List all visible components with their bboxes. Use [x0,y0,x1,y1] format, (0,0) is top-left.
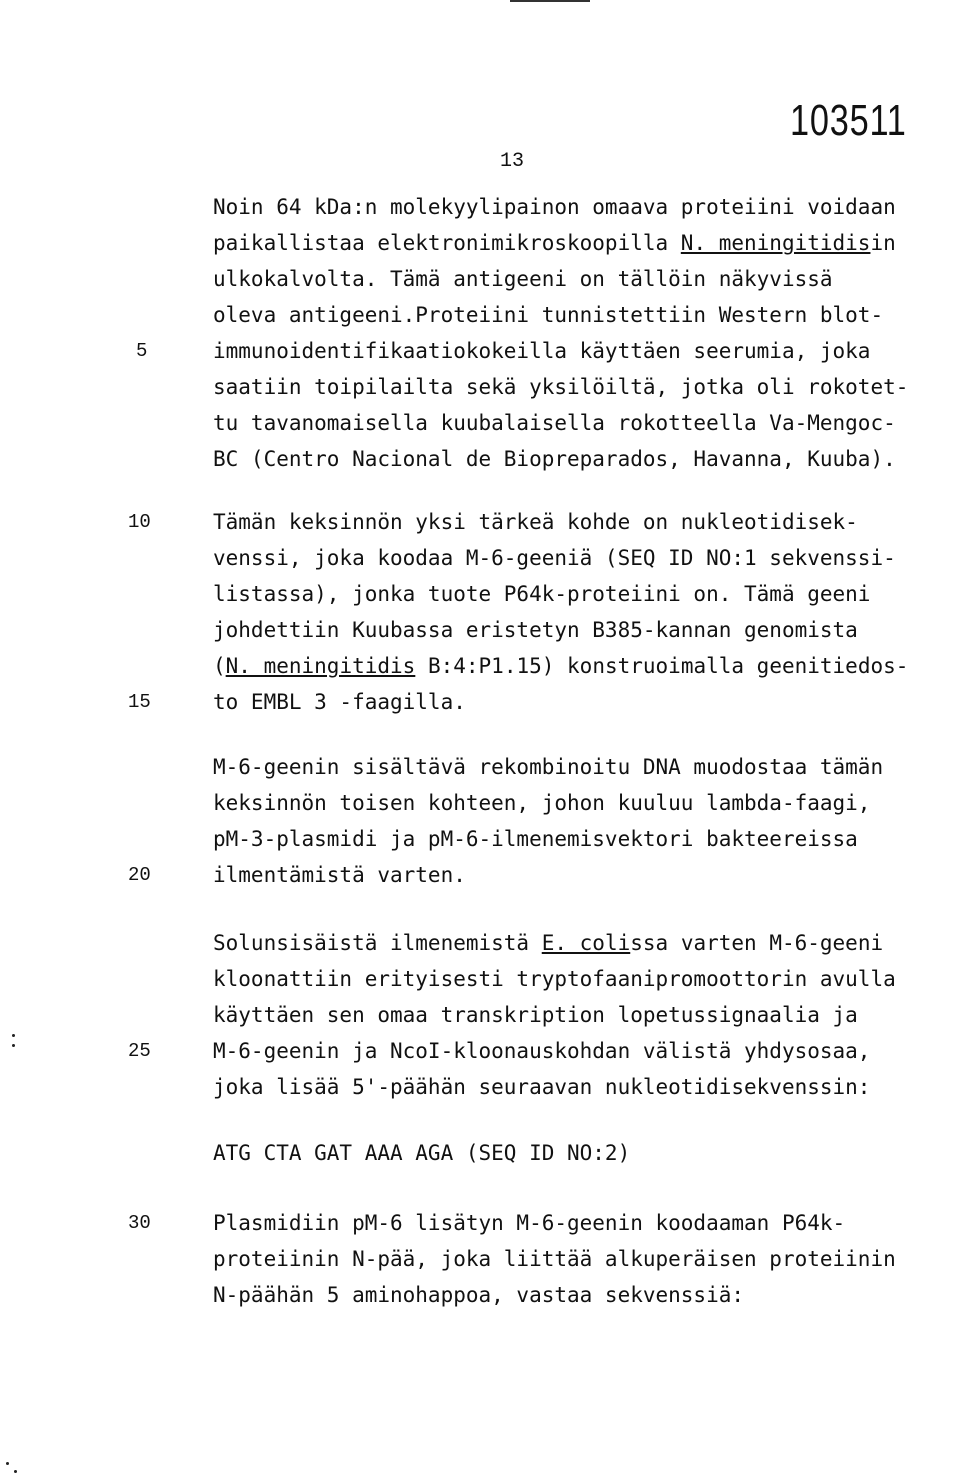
text-line: proteiinin N-pää, joka liittää alkuperäisen proteiinin [213,1247,896,1271]
text-line: joka lisää 5'-päähän seuraavan nukleotidisekvenssin: [213,1075,871,1099]
text-line: oleva antigeeni.Proteiini tunnistettiin Western blot- [213,303,884,327]
text-line: keksinnön toisen kohteen, johon kuuluu lambda-faagi, [213,791,871,815]
text-line: N-päähän 5 aminohappoa, vastaa sekvenssiä: [213,1283,745,1307]
text-line: M-6-geenin ja NcoI-kloonauskohdan välistä yhdysosaa, [213,1039,871,1063]
top-scan-rule [510,0,590,2]
text-line: käyttäen sen omaa transkription lopetussignaalia ja [213,1003,858,1027]
scan-speck [12,1044,15,1047]
text-line: listassa), jonka tuote P64k-proteiini on. Tämä geeni [213,582,871,606]
text-line: johdettiin Kuubassa eristetyn B385-kannan genomista [213,618,858,642]
patent-number: 103511 [790,96,907,145]
text-run: ( [213,654,226,678]
line-number: 25 [128,1040,151,1062]
text-line [213,226,896,260]
underlined-species-name: N. meningitidis [225,654,416,678]
text-run: Solunsisäistä ilmenemistä [213,931,542,955]
text-line: pM-3-plasmidi ja pM-6-ilmenemisvektori bakteereissa [213,827,858,851]
text-run: in [870,231,896,255]
text-line: BC (Centro Nacional de Biopreparados, Havanna, Kuuba). [213,447,896,471]
text-run: paikallistaa elektronimikroskoopilla [213,231,681,255]
scan-speck [6,1462,9,1465]
text-line: to EMBL 3 -faagilla. [213,690,466,714]
text-line: ATG CTA GAT AAA AGA (SEQ ID NO:2) [213,1141,631,1165]
line-number: 10 [128,511,151,533]
scan-speck [14,1470,17,1473]
text-run: ssa varten M-6-geeni [630,931,884,955]
text-line: immunoidentifikaatiokokeilla käyttäen seerumia, joka [213,339,871,363]
underlined-species-name: E. coli [541,931,631,955]
text-line: ulkokalvolta. Tämä antigeeni on tällöin näkyvissä [213,267,833,291]
text-line: Plasmidiin pM-6 lisätyn M-6-geenin koodaaman P64k- [213,1211,846,1235]
text-line: kloonattiin erityisesti tryptofaanipromoottorin avulla [213,967,896,991]
text-run: B:4:P1.15) konstruoimalla geenitiedos- [415,654,909,678]
line-number: 5 [136,340,148,362]
text-line: Noin 64 kDa:n molekyylipainon omaava proteiini voidaan [213,195,896,219]
scan-speck [12,1034,15,1037]
text-line: M-6-geenin sisältävä rekombinoitu DNA muodostaa tämän [213,755,884,779]
text-line [213,649,908,683]
text-line: saatiin toipilailta sekä yksilöiltä, jotka oli rokotet- [213,375,909,399]
page-number: 13 [500,150,525,173]
line-number: 20 [128,864,151,886]
text-line: ilmentämistä varten. [213,863,466,887]
line-number: 15 [128,691,151,713]
text-line [213,926,883,960]
underlined-species-name: N. meningitidis [680,231,871,255]
text-line: Tämän keksinnön yksi tärkeä kohde on nukleotidisek- [213,510,858,534]
text-line: tu tavanomaisella kuubalaisella rokotteella Va-Mengoc- [213,411,896,435]
text-line: venssi, joka koodaa M-6-geeniä (SEQ ID NO:1 sekvenssi- [213,546,896,570]
line-number: 30 [128,1212,151,1234]
